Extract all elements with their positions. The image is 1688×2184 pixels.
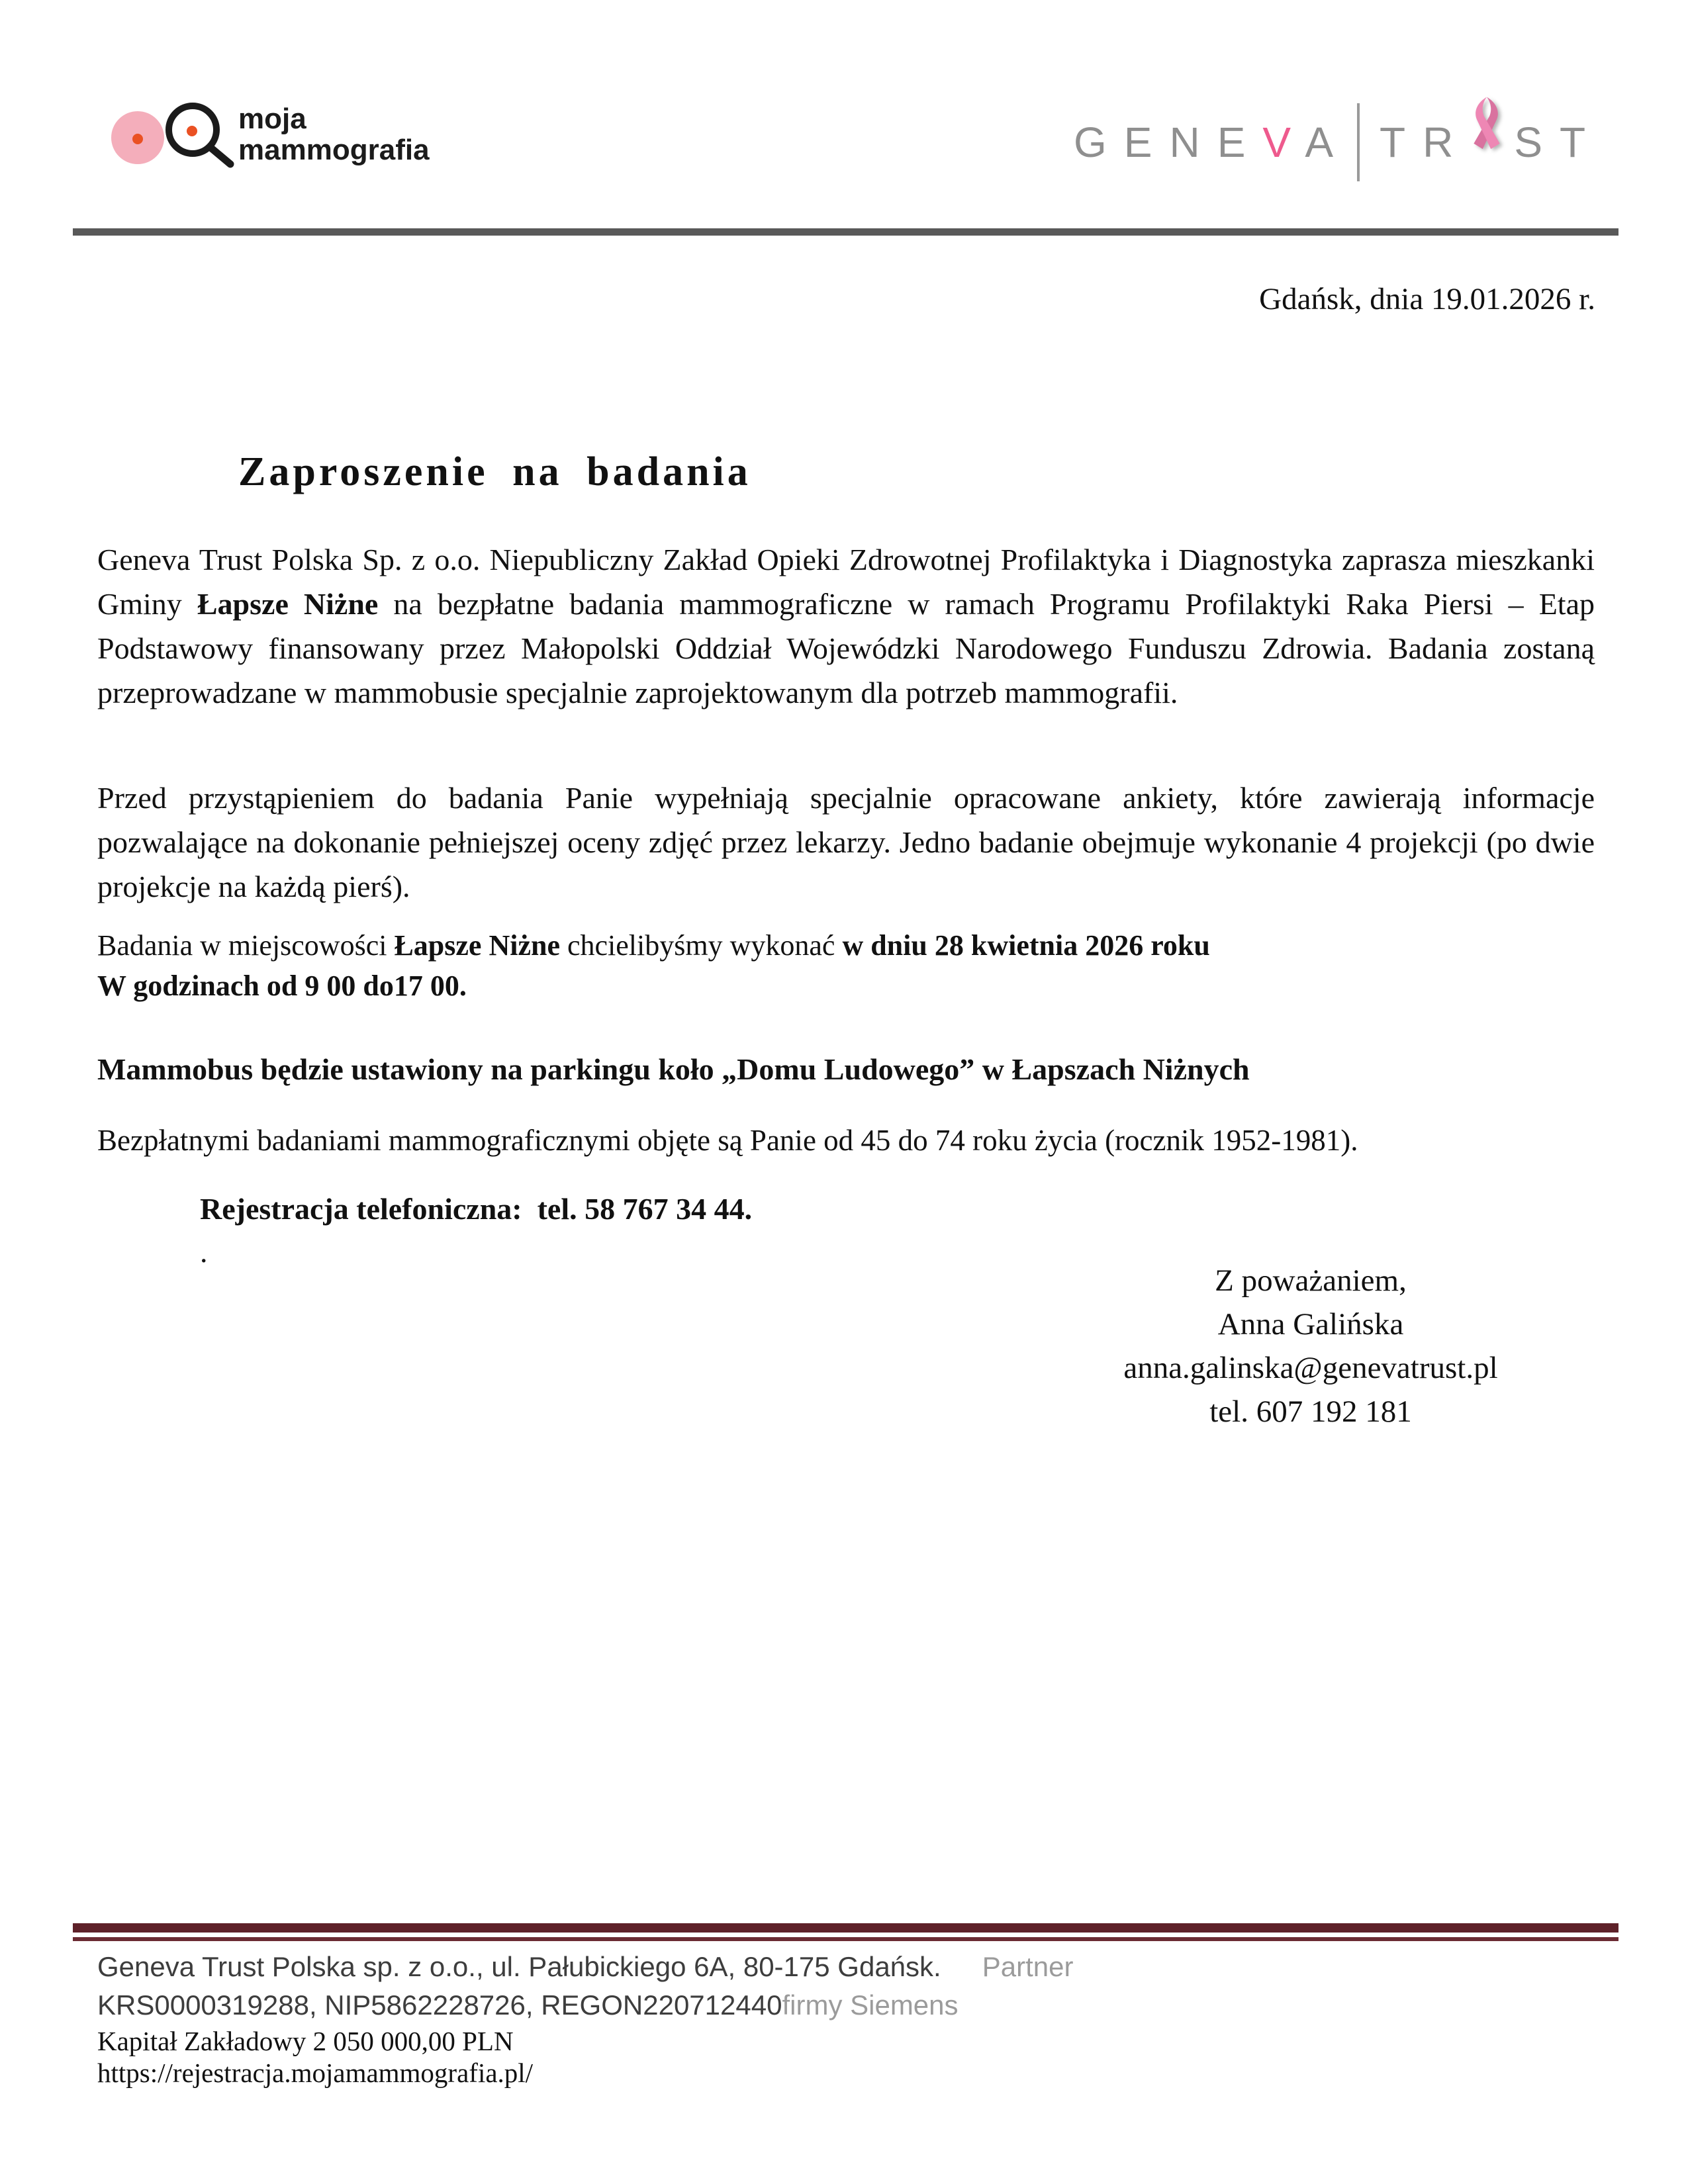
- moja-logo-wordmark: [238, 103, 430, 165]
- footer-registry-numbers: [97, 1989, 959, 2021]
- signature-name: Anna Galińska: [1217, 1307, 1404, 1342]
- geneva-pink-v: V: [1262, 118, 1305, 166]
- breast-magnifier-icon: [106, 98, 238, 197]
- moja-logo-line1: moja: [238, 103, 306, 135]
- geneva-wordmark: [1074, 118, 1350, 167]
- geneva-text-1: GENE: [1074, 118, 1263, 166]
- magnifier-dot-icon: [187, 126, 197, 136]
- signature-phone: tel. 607 192 181: [1209, 1394, 1412, 1429]
- paragraph-schedule: [97, 925, 1595, 1006]
- footer-capital: Kapitał Zakładowy 2 050 000,00 PLN: [97, 2026, 514, 2056]
- geneva-text-2: A: [1305, 118, 1350, 166]
- geneva-trust-logo: [1074, 99, 1603, 185]
- p3-date-bold: w dniu 28 kwietnia 2026 roku: [842, 929, 1210, 962]
- breast-dot-icon: [132, 134, 143, 144]
- magnifier-handle-icon: [210, 147, 230, 164]
- p3-hours-bold: W godzinach od 9 00 do17 00.: [97, 970, 467, 1002]
- signature-closing: Z poważaniem,: [1215, 1263, 1407, 1298]
- paragraph-mammobus-location: Mammobus będzie ustawiony na parkingu koło „Domu Ludowego” w Łapszach Niżnych: [97, 1052, 1250, 1086]
- signature-email: anna.galinska@genevatrust.pl: [1123, 1351, 1498, 1385]
- header-divider-rule: [73, 228, 1618, 236]
- p3-seg3: chcielibyśmy wykonać: [559, 929, 843, 962]
- moja-logo-line2: mammografia: [238, 134, 430, 166]
- footer-partner-text: Partner: [982, 1951, 1074, 1982]
- date-line: Gdańsk, dnia 19.01.2026 r.: [1259, 282, 1595, 316]
- p3-seg1: Badania w miejscowości: [97, 929, 395, 962]
- footer-siemens-text: firmy Siemens: [782, 1989, 959, 2021]
- paragraph-phone-registration: Rejestracja telefoniczna: tel. 58 767 34 44.: [200, 1192, 753, 1226]
- paragraph-survey: Przed przystąpieniem do badania Panie wypełniają specjalnie opracowane ankiety, które zawierają informacje pozwalające na dokonanie pełniejszej oceny zdjęć przez lekarzy. Jedno badanie obejmuje wykonanie 4 projekcji (po dwie projekcje na każdą pierś).: [97, 781, 1595, 903]
- signature-block: [1072, 1259, 1549, 1433]
- footer-address-text: Geneva Trust Polska sp. z o.o., ul. Pałubickiego 6A, 80-175 Gdańsk.: [97, 1951, 941, 1982]
- p1-seg1: Geneva Trust Polska Sp. z o.o. Niepubliczny Zakład Opieki Zdrowotnej Profilaktyka i Diagnostyka zaprasza mieszkanki Gminy: [97, 543, 1595, 621]
- stray-dot: .: [200, 1235, 208, 1269]
- paragraph-intro: [97, 537, 1595, 715]
- pink-ribbon-icon: [1466, 93, 1507, 169]
- logo-vertical-divider: [1357, 103, 1360, 181]
- moja-mammografia-logo: [106, 98, 450, 197]
- p1-gmina-bold: Łapsze Niżne: [197, 587, 379, 621]
- p3-place-bold: Łapsze Niżne: [394, 929, 560, 962]
- footer-divider-thin: [73, 1937, 1618, 1941]
- trust-text-2: ST: [1514, 118, 1603, 166]
- footer-company-address: [97, 1951, 1073, 1983]
- footer-divider-thick: [73, 1923, 1618, 1933]
- p1-seg3: na bezpłatne badania mammograficzne w ramach Programu Profilaktyki Raka Piersi – Etap Podstawowy finansowany przez Małopolski Oddział Wojewódzki Narodowego Funduszu Zdrowia. Badania zostaną przeprowadzane w mammobusie specjalnie zaprojektowanym dla potrzeb mammografii.: [97, 587, 1595, 709]
- footer-krs-nip-regon: KRS0000319288, NIP5862228726, REGON220712440: [97, 1989, 782, 2021]
- trust-wordmark: [1380, 116, 1603, 169]
- paragraph-eligibility: Bezpłatnymi badaniami mammograficznymi objęte są Panie od 45 do 74 roku życia (rocznik 1952-1981).: [97, 1124, 1358, 1157]
- page-title: Zaproszenie na badania: [238, 449, 751, 494]
- trust-text-1: TR: [1380, 118, 1471, 166]
- footer-registration-url: https://rejestracja.mojamammografia.pl/: [97, 2058, 534, 2088]
